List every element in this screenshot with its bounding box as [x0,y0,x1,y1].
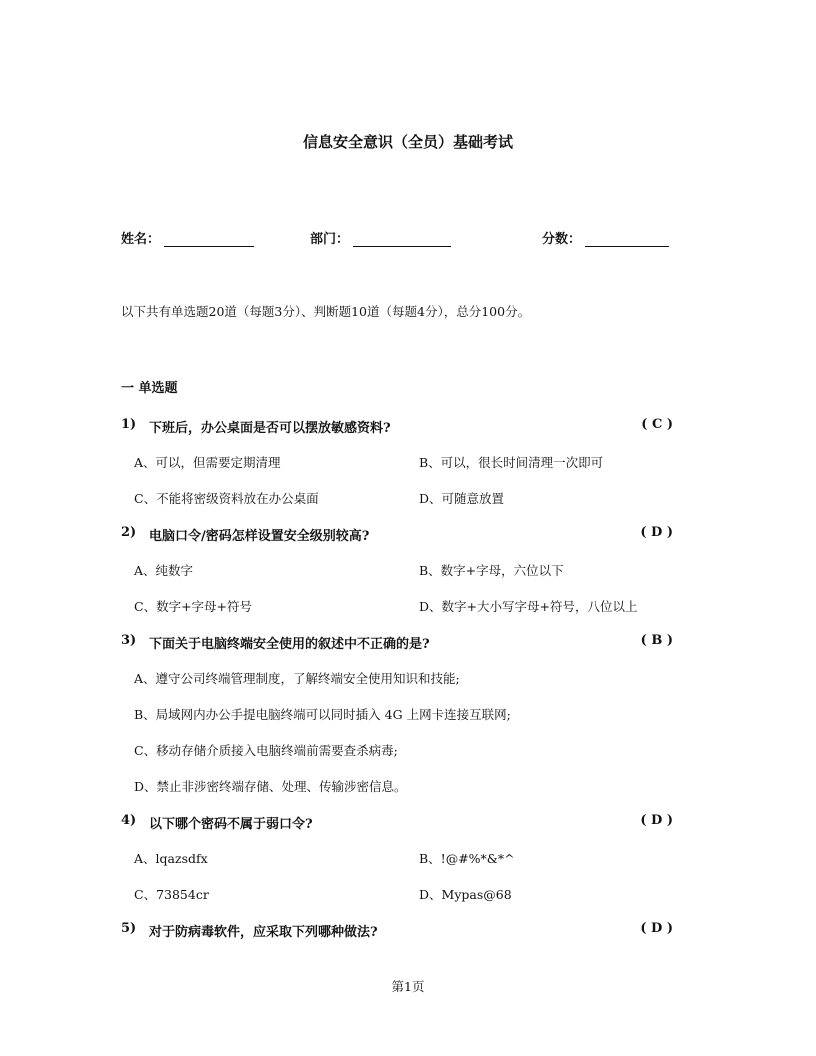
option: C、移动存储介质接入电脑终端前需要查杀病毒; [134,743,398,758]
question-answer: ( D ) [640,525,673,540]
info-row [0,228,816,248]
option: D、禁止非涉密终端存储、处理、传输涉密信息。 [134,779,407,794]
option: C、数字+字母+符号 [134,599,253,614]
intro-text: 以下共有单选题20道（每题3分）、判断题10道（每题4分），总分100分。 [121,304,531,319]
option: A、lqazsdfx [134,851,208,866]
question-number: 3) [121,633,137,648]
question-number: 2) [121,525,137,540]
page-number: 第1页 [391,979,425,994]
option: B、局域网内办公手提电脑终端可以同时插入 4G 上网卡连接互联网; [134,707,511,722]
question-text: 以下哪个密码不属于弱口令? [149,817,313,832]
name-field [121,228,254,247]
question-text: 电脑口令/密码怎样设置安全级别较高? [149,529,370,544]
name-blank [164,230,254,247]
score-field [542,228,669,247]
question-answer: ( D ) [640,921,673,936]
option: A、可以，但需要定期清理 [134,455,281,470]
question-answer: ( B ) [640,633,673,648]
question-number: 4) [121,813,137,828]
option: D、Mypas@68 [419,887,512,902]
question-number: 1) [121,417,137,432]
option: A、遵守公司终端管理制度，了解终端安全使用知识和技能; [134,671,460,686]
name-label: 姓名： [121,232,161,247]
option: D、数字+大小写字母+符号，八位以上 [419,599,638,614]
dept-label: 部门： [310,232,350,247]
score-label: 分数： [542,232,582,247]
page-title: 信息安全意识（全员）基础考试 [302,133,513,151]
section-heading: 一 单选题 [121,381,178,396]
option: B、数字+字母，六位以下 [419,563,564,578]
option: D、可随意放置 [419,491,505,506]
option: C、不能将密级资料放在办公桌面 [134,491,319,506]
question-number: 5) [121,921,137,936]
question-text: 下班后，办公桌面是否可以摆放敏感资料? [149,421,391,436]
question-text: 对于防病毒软件，应采取下列哪种做法? [149,925,378,940]
question-answer: ( D ) [640,813,673,828]
question-text: 下面关于电脑终端安全使用的叙述中不正确的是? [149,637,430,652]
option: A、纯数字 [134,563,194,578]
score-blank [585,230,669,247]
option: B、可以，很长时间清理一次即可 [419,455,604,470]
dept-blank [353,230,451,247]
dept-field [310,228,451,247]
question-answer: ( C ) [641,417,673,432]
option: C、73854cr [134,887,209,902]
option: B、!@#%*&*^ [419,851,515,866]
